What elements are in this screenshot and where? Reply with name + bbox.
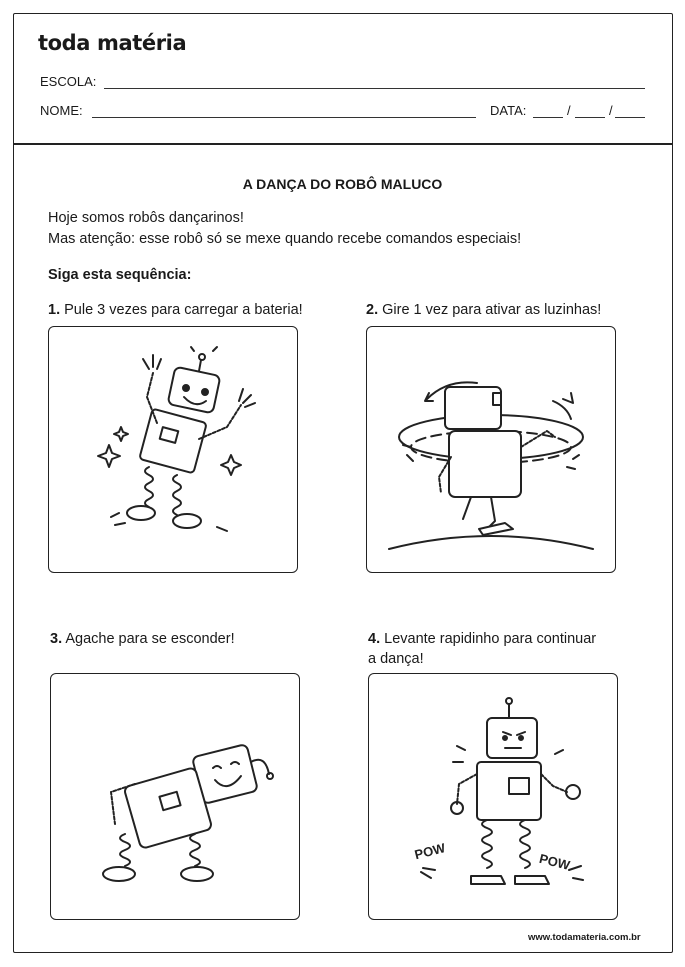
step-4-illustration (368, 673, 618, 920)
step-text: Levante rapidinho para continuar (384, 631, 597, 647)
step-2-instruction (366, 300, 601, 320)
step-number: 4. (368, 631, 381, 647)
footer-url[interactable]: www.todamateria.com.br (528, 932, 641, 943)
step-text: Agache para se esconder! (65, 631, 235, 647)
header-divider (13, 143, 673, 145)
intro-line: Hoje somos robôs dançarinos! (48, 210, 244, 226)
date-year-field[interactable] (615, 117, 645, 118)
date-label: DATA: (490, 103, 527, 118)
step-2-illustration (366, 326, 616, 573)
step-1-instruction (48, 300, 303, 320)
pow-left-text: POW (412, 840, 447, 863)
school-field[interactable] (104, 88, 645, 89)
date-separator: / (567, 103, 571, 118)
step-3-instruction (50, 629, 235, 649)
date-month-field[interactable] (575, 117, 605, 118)
step-text: Gire 1 vez para ativar as luzinhas! (382, 302, 602, 318)
name-field[interactable] (92, 117, 476, 118)
step-1-illustration (48, 326, 298, 573)
step-number: 2. (366, 302, 379, 318)
step-number: 1. (48, 302, 61, 318)
page-title: A DANÇA DO ROBÔ MALUCO (242, 176, 443, 192)
intro-line: Mas atenção: esse robô só se mexe quando recebe comandos especiais! (48, 231, 522, 247)
school-label: ESCOLA: (40, 74, 97, 89)
date-separator: / (609, 103, 613, 118)
step-4-instruction (368, 629, 596, 669)
step-number: 3. (50, 631, 63, 647)
name-label: NOME: (40, 103, 83, 118)
date-day-field[interactable] (533, 117, 563, 118)
brand-logo: toda matéria (38, 31, 187, 55)
pow-right-text: POW (537, 850, 572, 873)
sequence-heading: Siga esta sequência: (48, 267, 192, 283)
step-3-illustration (50, 673, 300, 920)
step-text-continued: a dança! (368, 651, 424, 667)
step-text: Pule 3 vezes para carregar a bateria! (64, 302, 303, 318)
